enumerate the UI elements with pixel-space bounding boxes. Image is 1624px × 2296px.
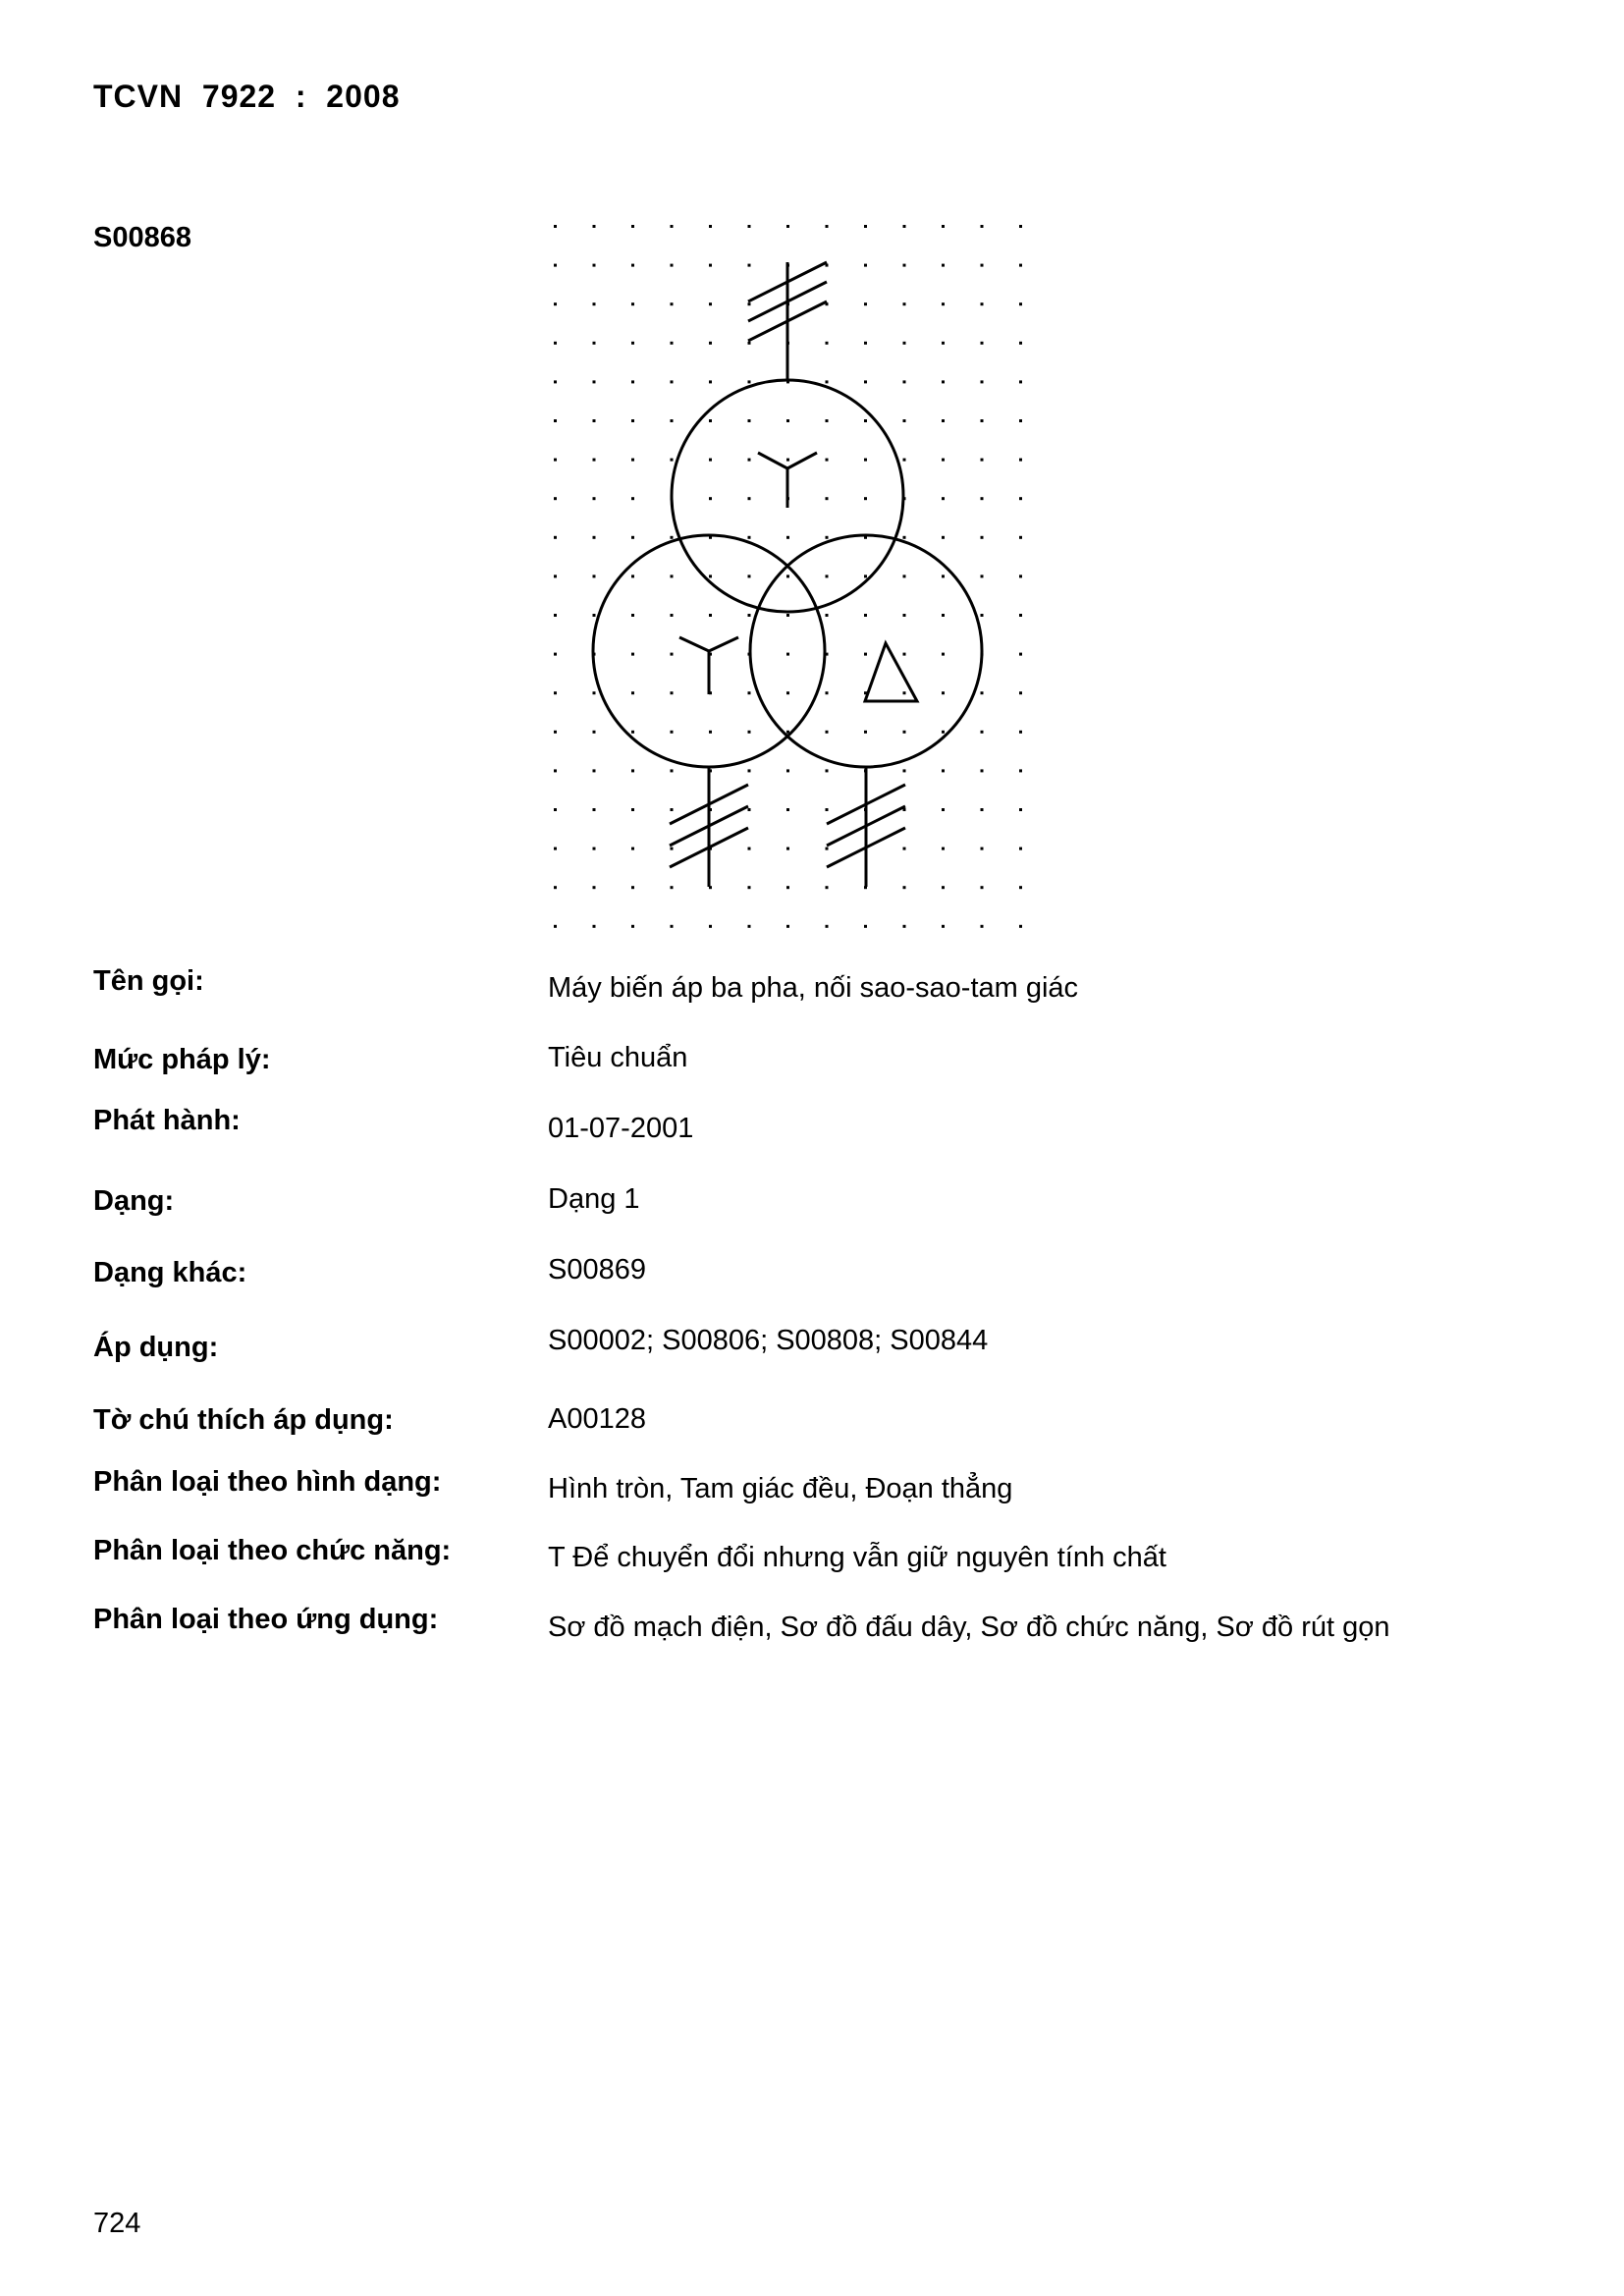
grid-dot <box>631 847 634 850</box>
field-value-name: Máy biến áp ba pha, nối sao-sao-tam giác <box>548 972 1079 1004</box>
grid-dot <box>942 419 945 422</box>
grid-dot <box>748 808 751 811</box>
grid-dot <box>826 731 829 734</box>
grid-dot <box>786 808 789 811</box>
grid-dot <box>981 342 984 345</box>
field-label-annotation: Tờ chú thích áp dụng: <box>93 1404 394 1436</box>
grid-dot <box>786 886 789 889</box>
grid-dot <box>826 225 829 228</box>
grid-dot <box>709 342 712 345</box>
grid-dot <box>554 691 557 694</box>
grid-dot <box>1019 847 1022 850</box>
field-value-function-class: T Để chuyển đổi nhưng vẫn giữ nguyên tính chất <box>548 1542 1166 1573</box>
grid-dot <box>864 459 867 462</box>
grid-dot <box>981 459 984 462</box>
grid-dot <box>864 264 867 267</box>
field-value-application-class: Sơ đồ mạch điện, Sơ đồ đấu dây, Sơ đồ chức năng, Sơ đồ rút gọn <box>548 1612 1390 1643</box>
grid-dot <box>593 302 596 305</box>
grid-dot <box>942 536 945 539</box>
grid-dot <box>981 847 984 850</box>
grid-dot <box>1019 731 1022 734</box>
grid-dot <box>903 419 906 422</box>
grid-dot <box>1019 459 1022 462</box>
grid-dot <box>864 925 867 928</box>
grid-dot <box>981 769 984 772</box>
grid-dot <box>826 886 829 889</box>
grid-dot <box>631 419 634 422</box>
grid-dot <box>631 225 634 228</box>
field-value-shape-class: Hình tròn, Tam giác đều, Đoạn thẳng <box>548 1473 1013 1504</box>
grid-dot <box>671 536 674 539</box>
grid-dot <box>1019 925 1022 928</box>
grid-dot <box>942 653 945 656</box>
grid-dot <box>864 342 867 345</box>
grid-dot <box>864 574 867 577</box>
grid-dot <box>826 769 829 772</box>
grid-dot <box>593 614 596 617</box>
field-label-form: Dạng: <box>93 1185 175 1217</box>
grid-dot <box>748 847 751 850</box>
grid-dot <box>671 302 674 305</box>
grid-dot <box>826 847 829 850</box>
grid-dot <box>709 731 712 734</box>
grid-dot <box>631 769 634 772</box>
grid-dot <box>786 419 789 422</box>
grid-dot <box>826 925 829 928</box>
grid-dot <box>786 614 789 617</box>
grid-dot <box>981 380 984 383</box>
grid-dot <box>709 497 712 500</box>
grid-dot <box>864 731 867 734</box>
grid-dot <box>554 225 557 228</box>
grid-dot <box>903 886 906 889</box>
grid-dot <box>554 380 557 383</box>
grid-dot <box>1019 419 1022 422</box>
grid-dot <box>631 691 634 694</box>
grid-dot <box>709 614 712 617</box>
grid-dot <box>942 769 945 772</box>
symbol-code: S00868 <box>93 222 191 253</box>
grid-dot <box>748 419 751 422</box>
grid-dot <box>631 614 634 617</box>
grid-dot <box>1019 614 1022 617</box>
grid-dot <box>903 574 906 577</box>
field-label-function-class: Phân loại theo chức năng: <box>93 1535 452 1566</box>
grid-dot <box>826 536 829 539</box>
grid-dot <box>748 691 751 694</box>
grid-dot <box>554 808 557 811</box>
grid-dot <box>903 731 906 734</box>
grid-dot <box>748 769 751 772</box>
grid-dot <box>554 614 557 617</box>
grid-dot <box>942 808 945 811</box>
grid-dot <box>826 342 829 345</box>
grid-dot <box>826 419 829 422</box>
grid-dot <box>748 342 751 345</box>
grid-dot <box>981 225 984 228</box>
grid-dot <box>942 614 945 617</box>
grid-dot <box>631 886 634 889</box>
grid-dot <box>554 886 557 889</box>
grid-dot <box>748 459 751 462</box>
grid-dot <box>748 614 751 617</box>
grid-dot <box>903 691 906 694</box>
grid-dot <box>709 302 712 305</box>
grid-dot <box>671 342 674 345</box>
grid-dot <box>554 731 557 734</box>
grid-dot <box>593 536 596 539</box>
grid-dot <box>748 380 751 383</box>
grid-dot <box>671 731 674 734</box>
grid-dot <box>748 225 751 228</box>
grid-dot <box>593 574 596 577</box>
grid-dot <box>1019 691 1022 694</box>
grid-dot <box>593 264 596 267</box>
grid-dot <box>903 614 906 617</box>
grid-dot <box>671 225 674 228</box>
grid-dot <box>748 536 751 539</box>
grid-dot <box>942 691 945 694</box>
grid-dot <box>631 380 634 383</box>
page-number: 724 <box>93 2208 141 2239</box>
grid-dot <box>748 886 751 889</box>
grid-dot <box>631 653 634 656</box>
grid-dot <box>903 925 906 928</box>
field-value-other-form: S00869 <box>548 1254 646 1285</box>
grid-dot <box>942 731 945 734</box>
grid-dot <box>864 419 867 422</box>
grid-dot <box>981 925 984 928</box>
grid-dot <box>1019 653 1022 656</box>
grid-dot <box>786 225 789 228</box>
field-label-shape-class: Phân loại theo hình dạng: <box>93 1466 442 1498</box>
grid-dot <box>554 653 557 656</box>
grid-dot <box>593 342 596 345</box>
grid-dot <box>786 459 789 462</box>
grid-dot <box>942 264 945 267</box>
grid-dot <box>981 497 984 500</box>
grid-dot <box>671 614 674 617</box>
grid-dot <box>748 574 751 577</box>
grid-dot <box>1019 380 1022 383</box>
grid-dot <box>903 459 906 462</box>
grid-dot <box>671 808 674 811</box>
grid-dot <box>786 847 789 850</box>
grid-dot <box>864 497 867 500</box>
grid-dot <box>709 419 712 422</box>
grid-dot <box>709 925 712 928</box>
grid-dot <box>786 653 789 656</box>
grid-dot <box>709 380 712 383</box>
grid-dot <box>671 380 674 383</box>
grid-dot <box>903 847 906 850</box>
grid-dot <box>1019 225 1022 228</box>
grid-dot <box>864 225 867 228</box>
grid-dot <box>1019 264 1022 267</box>
grid-dot <box>631 808 634 811</box>
grid-dot <box>709 264 712 267</box>
grid-dot <box>748 497 751 500</box>
grid-dot <box>709 225 712 228</box>
grid-dot <box>554 769 557 772</box>
grid-dot <box>864 380 867 383</box>
grid-dot <box>1019 342 1022 345</box>
grid-dot <box>671 653 674 656</box>
grid-dot <box>981 574 984 577</box>
grid-dot <box>709 574 712 577</box>
field-label-legal-level: Mức pháp lý: <box>93 1044 271 1075</box>
grid-dot <box>903 302 906 305</box>
star-connection-icon-left <box>679 637 738 694</box>
grid-dot <box>786 769 789 772</box>
grid-dot <box>593 497 596 500</box>
field-label-other-form: Dạng khác: <box>93 1257 247 1288</box>
grid-dot <box>631 264 634 267</box>
grid-dot <box>903 653 906 656</box>
grid-dot <box>826 808 829 811</box>
grid-dot <box>554 342 557 345</box>
grid-dot <box>554 497 557 500</box>
grid-dot <box>942 342 945 345</box>
field-value-form: Dạng 1 <box>548 1183 640 1215</box>
grid-dot <box>981 536 984 539</box>
grid-dot <box>593 419 596 422</box>
grid-dot <box>981 264 984 267</box>
field-value-annotation: A00128 <box>548 1403 646 1435</box>
field-label-name: Tên gọi: <box>93 965 204 997</box>
grid-dot <box>786 536 789 539</box>
grid-dot <box>631 536 634 539</box>
grid-dot <box>671 769 674 772</box>
grid-dot <box>826 497 829 500</box>
grid-dot <box>1019 302 1022 305</box>
grid-dot <box>671 419 674 422</box>
grid-dot <box>1019 886 1022 889</box>
grid-dot <box>903 225 906 228</box>
grid-dot <box>826 459 829 462</box>
grid-dot <box>903 264 906 267</box>
grid-dot <box>1019 769 1022 772</box>
grid-dot <box>826 691 829 694</box>
grid-dot <box>942 302 945 305</box>
field-label-application-class: Phân loại theo ứng dụng: <box>93 1604 439 1635</box>
grid-dot <box>671 574 674 577</box>
grid-dot <box>671 459 674 462</box>
grid-dot <box>593 225 596 228</box>
grid-dot <box>864 302 867 305</box>
grid-dot <box>671 886 674 889</box>
grid-dot <box>981 419 984 422</box>
grid-dot <box>826 614 829 617</box>
grid-dot <box>942 886 945 889</box>
grid-dot <box>981 886 984 889</box>
grid-dot <box>671 925 674 928</box>
grid-dot <box>981 691 984 694</box>
grid-dot <box>631 459 634 462</box>
grid-dot <box>671 691 674 694</box>
grid-dot <box>903 380 906 383</box>
grid-dot <box>981 614 984 617</box>
grid-dot <box>981 731 984 734</box>
grid-dot <box>631 497 634 500</box>
grid-dot <box>671 847 674 850</box>
grid-dot <box>554 847 557 850</box>
field-label-issued: Phát hành: <box>93 1105 241 1136</box>
grid-dot <box>748 925 751 928</box>
grid-dot <box>981 302 984 305</box>
grid-dot <box>1019 808 1022 811</box>
grid-dot <box>942 225 945 228</box>
grid-dot <box>826 574 829 577</box>
grid-dot <box>554 574 557 577</box>
grid-dot <box>864 614 867 617</box>
grid-dot <box>554 459 557 462</box>
grid-dot <box>593 380 596 383</box>
grid-dot <box>942 574 945 577</box>
document-standard-header: TCVN 7922 : 2008 <box>93 79 401 114</box>
grid-dot <box>748 302 751 305</box>
grid-dot <box>631 342 634 345</box>
grid-dot <box>631 302 634 305</box>
grid-dot <box>942 380 945 383</box>
grid-dot <box>554 536 557 539</box>
field-value-applies: S00002; S00806; S00808; S00844 <box>548 1325 989 1356</box>
grid-dot <box>1019 574 1022 577</box>
grid-dot <box>1019 536 1022 539</box>
grid-dot <box>826 380 829 383</box>
grid-dot <box>554 302 557 305</box>
grid-dot <box>981 808 984 811</box>
grid-dot <box>942 459 945 462</box>
grid-dot <box>786 691 789 694</box>
grid-dot <box>903 536 906 539</box>
grid-dot <box>554 419 557 422</box>
grid-dot <box>554 264 557 267</box>
grid-dot <box>593 847 596 850</box>
grid-dot <box>786 925 789 928</box>
grid-dot <box>942 847 945 850</box>
field-label-applies: Áp dụng: <box>93 1332 219 1363</box>
grid-dot <box>903 769 906 772</box>
field-value-legal-level: Tiêu chuẩn <box>548 1042 688 1073</box>
grid-dot <box>748 264 751 267</box>
grid-dot <box>903 342 906 345</box>
grid-dot <box>709 459 712 462</box>
grid-dot <box>593 886 596 889</box>
field-value-issued: 01-07-2001 <box>548 1113 694 1144</box>
grid-dot <box>864 653 867 656</box>
grid-dot <box>593 731 596 734</box>
grid-dot <box>786 574 789 577</box>
grid-dot <box>631 574 634 577</box>
grid-dot <box>942 925 945 928</box>
delta-connection-icon <box>865 643 917 701</box>
grid-dot <box>554 925 557 928</box>
grid-dot <box>593 459 596 462</box>
grid-dot <box>593 691 596 694</box>
grid-dot <box>593 925 596 928</box>
grid-dot <box>748 731 751 734</box>
grid-dot <box>593 808 596 811</box>
transformer-symbol-figure <box>540 211 1041 948</box>
grid-dot <box>1019 497 1022 500</box>
grid-dot <box>671 264 674 267</box>
grid-dot <box>631 731 634 734</box>
grid-dot <box>593 769 596 772</box>
grid-dot <box>942 497 945 500</box>
grid-dot <box>631 925 634 928</box>
